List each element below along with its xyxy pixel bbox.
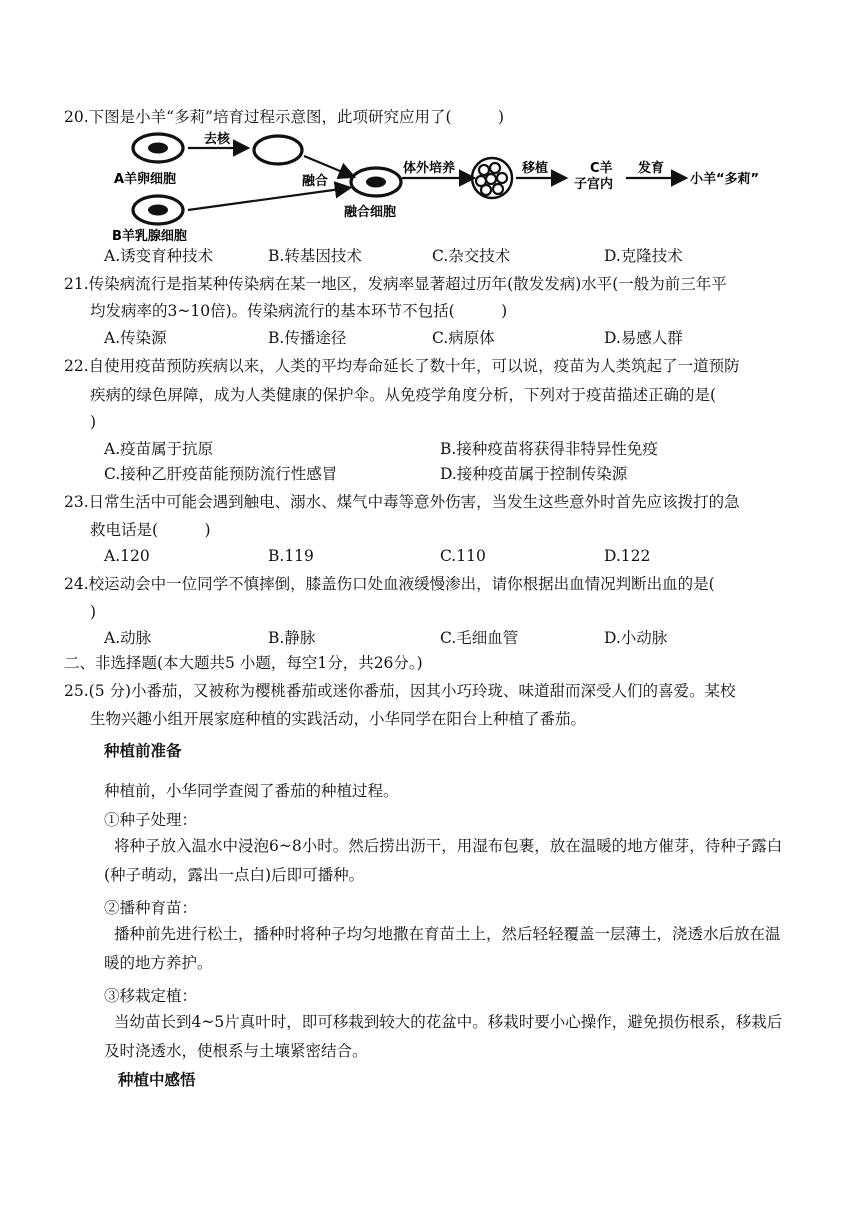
question-21-line1: 21.传染病流行是指某种传染病在某一地区，发病率显著超过历年(散发发病)水平(一般为前三年平 (64, 275, 727, 293)
dolly-cloning-diagram (100, 126, 790, 244)
label-transplant: 移植 (522, 161, 549, 176)
question-25-line1: 25.(5 分)小番茄，又被称为樱桃番茄或迷你番茄，因其小巧玲珑、味道甜而深受人们的喜爱。某校 (64, 682, 736, 700)
step2-text-content: 播种前先进行松土，播种时将种子均匀地撒在育苗土上，然后轻轻覆盖一层薄土，浇透水后放在温暖的地方养护。 (104, 925, 781, 972)
enucleated-egg-icon (254, 136, 302, 164)
label-fuse: 融合 (302, 174, 329, 189)
question-23-line1: 23.日常生活中可能会遇到触电、溺水、煤气中毒等意外伤害，当发生这些意外时首先应该拨打的急 (64, 493, 740, 511)
q24-option-a[interactable]: A.动脉 (104, 629, 152, 647)
arrow-to-fusion-top (304, 156, 352, 176)
step3-title: ③移栽定植： (104, 987, 198, 1005)
label-uterus-line1: C羊 (590, 161, 613, 176)
step1-text-content: 将种子放入温水中浸泡6~8小时。然后捞出沥干，用湿布包裹，放在温暖的地方催芽，待种子露白(种子萌动，露出一点白)后即可播种。 (104, 837, 783, 884)
q20-option-c[interactable]: C.杂交技术 (432, 247, 511, 265)
arrow-to-fusion-bottom (188, 188, 348, 210)
step1-title: ①种子处理： (104, 811, 198, 829)
mammary-cell-icon (133, 196, 183, 224)
q21-option-c[interactable]: C.病原体 (432, 329, 495, 347)
question-25-line2: 生物兴趣小组开展家庭种植的实践活动，小华同学在阳台上种植了番茄。 (90, 710, 587, 728)
q24-option-b[interactable]: B.静脉 (268, 629, 316, 647)
question-24-line1: 24.校运动会中一位同学不慎摔倒，膝盖伤口处血液缓慢渗出，请你根据出血情况判断出血的是( (64, 575, 715, 593)
q22-option-c[interactable]: C.接种乙肝疫苗能预防流行性感冒 (104, 465, 338, 483)
question-20-stem: 20.下图是小羊“多莉”培育过程示意图，此项研究应用了( ) (64, 108, 505, 126)
fused-cell-icon (351, 168, 401, 196)
step3-text (104, 1008, 794, 1066)
question-22-line2: 疾病的绿色屏障，成为人类健康的保护伞。从免疫学角度分析，下列对于疫苗描述正确的是( (90, 386, 717, 404)
label-culture: 体外培养 (403, 161, 456, 176)
q23-option-a[interactable]: A.120 (104, 547, 150, 565)
q23-option-c[interactable]: C.110 (440, 547, 486, 565)
q20-option-b[interactable]: B.转基因技术 (268, 247, 362, 265)
label-enucleate: 去核 (204, 132, 231, 147)
embryo-icon (472, 158, 512, 198)
egg-cell-icon (133, 134, 183, 162)
heading-preparation: 种植前准备 (104, 742, 182, 760)
label-dolly: 小羊“多莉” (690, 172, 760, 187)
step1-text (104, 832, 794, 890)
q21-option-a[interactable]: A.传染源 (104, 329, 167, 347)
q22-option-d[interactable]: D.接种疫苗属于控制传染源 (440, 465, 628, 483)
question-22-line3: ) (90, 413, 97, 431)
q22-option-a[interactable]: A.疫苗属于抗原 (104, 440, 214, 458)
q22-option-b[interactable]: B.接种疫苗将获得非特异性免疫 (440, 440, 658, 458)
label-uterus-line2: 子宫内 (574, 177, 614, 192)
label-egg-cell: A羊卵细胞 (114, 172, 177, 187)
step2-text (104, 920, 794, 978)
heading-insights: 种植中感悟 (118, 1071, 196, 1089)
question-23-line2: 救电话是( ) (90, 521, 211, 539)
step2-title: ②播种育苗： (104, 899, 198, 917)
q24-option-c[interactable]: C.毛细血管 (440, 629, 519, 647)
question-22-line1: 22.自使用疫苗预防疾病以来，人类的平均寿命延长了数十年，可以说，疫苗为人类筑起了一道预防 (64, 357, 740, 375)
q20-option-a[interactable]: A.诱变育种技术 (104, 247, 214, 265)
label-develop: 发育 (638, 161, 665, 176)
q23-option-d[interactable]: D.122 (604, 547, 651, 565)
q21-option-d[interactable]: D.易感人群 (604, 329, 683, 347)
q23-option-b[interactable]: B.119 (268, 547, 314, 565)
label-fused-cell: 融合细胞 (344, 205, 397, 220)
step3-text-content: 当幼苗长到4~5片真叶时，即可移栽到较大的花盆中。移栽时要小心操作，避免损伤根系，移栽后及时浇透水，使根系与土壤紧密结合。 (104, 1013, 783, 1060)
question-24-line2: ) (90, 603, 97, 621)
q21-option-b[interactable]: B.传播途径 (268, 329, 347, 347)
section-2-heading: 二、非选择题(本大题共5 小题，每空1分，共26分。) (64, 654, 423, 672)
q20-option-d[interactable]: D.克隆技术 (604, 247, 683, 265)
question-21-line2: 均发病率的3~10倍)。传染病流行的基本环节不包括( ) (90, 302, 508, 320)
intro-text: 种植前，小华同学查阅了番茄的种植过程。 (104, 782, 399, 800)
label-mammary-cell: B羊乳腺细胞 (112, 229, 187, 244)
q24-option-d[interactable]: D.小动脉 (604, 629, 668, 647)
